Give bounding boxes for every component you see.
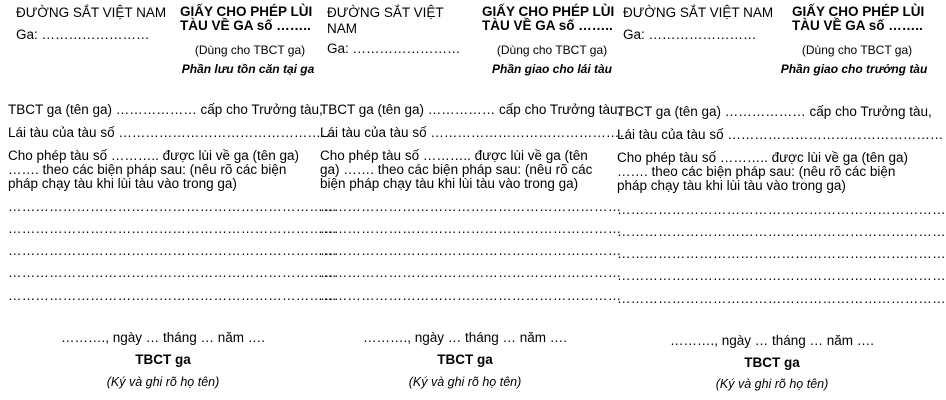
org-name: ĐƯỜNG SẮT VIỆT NAM xyxy=(623,5,774,20)
signer-title: TBCT ga xyxy=(744,355,800,370)
blank-line: ……………………………………………………………… xyxy=(8,288,337,303)
usage-note: (Dùng cho TBCT ga) xyxy=(496,43,608,57)
station-field: Ga: …………………… xyxy=(327,41,461,56)
signature-note: (Ký và ghi rõ họ tên) xyxy=(408,375,522,389)
form-copy-station xyxy=(8,0,337,400)
tbct-line: TBCT ga (tên ga) ……………… cấp cho Trưởng tàu, xyxy=(8,102,323,117)
blank-line: ……………………………………………………………… xyxy=(8,199,337,214)
part-label: Phần lưu tồn căn tại ga xyxy=(181,62,315,76)
blank-line: ……………………………………………………………… xyxy=(8,265,337,280)
blank-line: ……………………………………………………………… xyxy=(617,268,946,283)
blank-line: ……………………………………………………………… xyxy=(617,246,946,261)
blank-line: ………………………………………………………… xyxy=(320,199,622,214)
blank-line: ………………………………………………………… xyxy=(320,288,622,303)
permit-text: Cho phép tàu số ……….. được lùi về ga (tên ga) ……. theo các biện pháp sau: (nêu rõ các biện pháp chạy tàu khi lùi tàu vào trong ga) xyxy=(8,148,300,191)
driver-line: Lái tàu của tàu số ……………………………………… xyxy=(320,125,633,140)
tbct-line: TBCT ga (tên ga) …………… cấp cho Trưởng tàu, xyxy=(320,102,622,117)
station-field: Ga: …………………… xyxy=(623,27,757,42)
blank-line: ………………………………………………………… xyxy=(320,221,622,236)
signature-note: (Ký và ghi rõ họ tên) xyxy=(715,377,829,391)
usage-note: (Dùng cho TBCT ga) xyxy=(194,43,306,57)
blank-line: ……………………………………………………………… xyxy=(617,224,946,239)
form-title: GIẤY CHO PHÉP LÙI TÀU VỀ GA số …….. xyxy=(482,4,615,33)
part-label: Phần giao cho lái tàu xyxy=(491,62,613,76)
form-title: GIẤY CHO PHÉP LÙI TÀU VỀ GA số …….. xyxy=(180,4,313,33)
permit-text: Cho phép tàu số ……….. được lùi về ga (tên ga) ……. theo các biện pháp sau: (nêu rõ các biện pháp chạy tàu khi lùi tàu vào trong ga) xyxy=(617,150,909,193)
blank-line: ……………………………………………………………… xyxy=(8,221,337,236)
signer-title: TBCT ga xyxy=(437,352,493,367)
form-title: GIẤY CHO PHÉP LÙI TÀU VỀ GA số …….. xyxy=(792,4,925,33)
station-field: Ga: …………………… xyxy=(16,27,150,42)
blank-line: ………………………………………………………… xyxy=(320,265,622,280)
signature-note: (Ký và ghi rõ họ tên) xyxy=(106,375,220,389)
org-name: ĐƯỜNG SẮT VIỆT NAM xyxy=(16,5,167,20)
date-line: ………., ngày … tháng … năm …. xyxy=(60,330,266,345)
tbct-line: TBCT ga (tên ga) ……………… cấp cho Trưởng tàu, xyxy=(617,104,932,119)
date-line: ………., ngày … tháng … năm …. xyxy=(669,333,875,348)
form-copy-conductor xyxy=(617,0,946,400)
blank-line: ……………………………………………………………… xyxy=(8,243,337,258)
usage-note: (Dùng cho TBCT ga) xyxy=(801,43,913,57)
form-copy-driver xyxy=(320,0,633,400)
driver-line: Lái tàu của tàu số ………………………………………… xyxy=(8,125,335,140)
permit-text: Cho phép tàu số ……….. được lùi về ga (tên ga) ……. theo các biện pháp sau: (nêu rõ các biện pháp chạy tàu khi lùi tàu vào trong ga) xyxy=(320,148,593,191)
blank-line: ……………………………………………………………… xyxy=(617,202,946,217)
date-line: ………., ngày … tháng … năm …. xyxy=(362,330,568,345)
org-name: ĐƯỜNG SẮT VIỆT NAM xyxy=(327,5,444,36)
blank-line: ………………………………………………………… xyxy=(320,243,622,258)
driver-line: Lái tàu của tàu số ………………………………………… xyxy=(617,127,944,142)
signer-title: TBCT ga xyxy=(135,352,191,367)
part-label: Phần giao cho trưởng tàu xyxy=(780,62,928,76)
blank-line: ……………………………………………………………… xyxy=(617,291,946,306)
